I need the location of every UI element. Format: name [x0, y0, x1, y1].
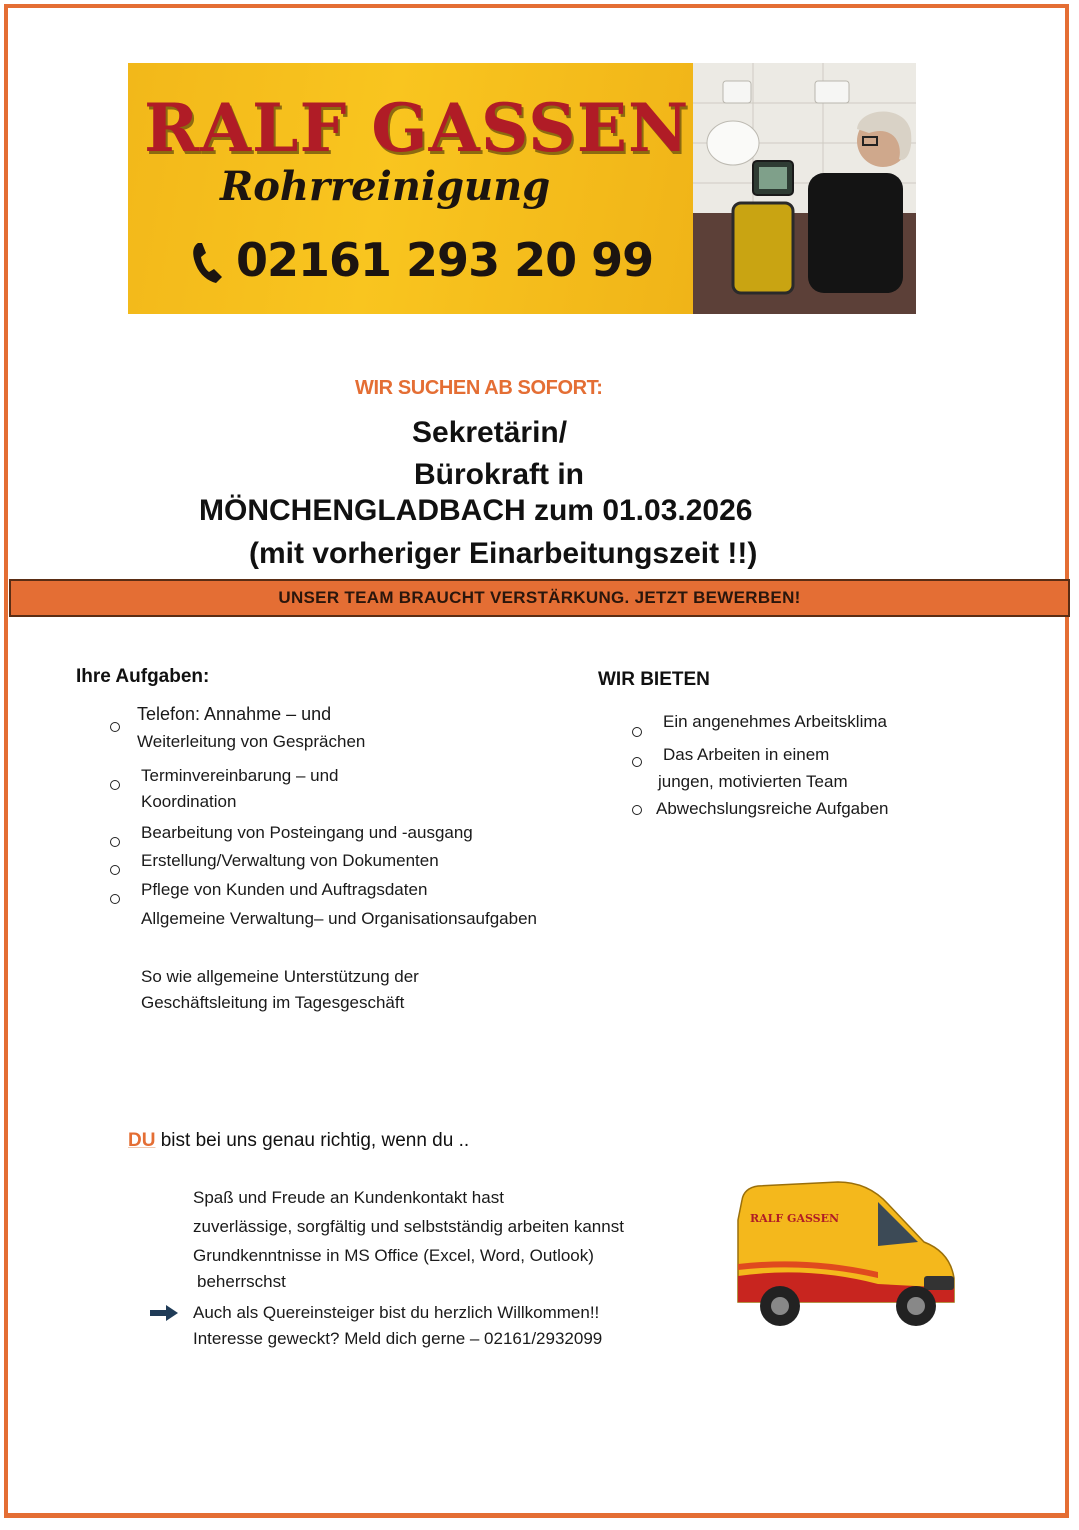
bullet-icon	[632, 757, 642, 767]
task-item: Erstellung/Verwaltung von Dokumenten	[141, 851, 439, 870]
brand-name: RALF GASSEN	[144, 89, 690, 167]
offer-item: Ein angenehmes Arbeitsklima	[663, 712, 887, 731]
bullet-icon	[110, 894, 120, 904]
technician-photo	[693, 63, 916, 314]
phone-icon	[190, 239, 228, 285]
bullet-icon	[632, 727, 642, 737]
brand-phone: 02161 293 20 99	[236, 233, 654, 287]
cta-banner	[9, 579, 1070, 617]
kicker-text: WIR SUCHEN AB SOFORT:	[355, 377, 603, 399]
task-item: Weiterleitung von Gesprächen	[137, 732, 366, 751]
task-item: Koordination	[141, 792, 237, 811]
profile-lead-text: bist bei uns genau richtig, wenn du ..	[155, 1130, 470, 1151]
support-line-1: So wie allgemeine Unterstützung der	[141, 967, 419, 986]
profile-item: beherrschst	[197, 1272, 286, 1291]
job-title-line-4: (mit vorheriger Einarbeitungszeit !!)	[249, 537, 758, 570]
task-item: Terminvereinbarung – und	[141, 766, 339, 785]
profile-item: Spaß und Freude an Kundenkontakt hast	[193, 1188, 504, 1207]
bullet-icon	[110, 722, 120, 732]
task-item: Allgemeine Verwaltung– und Organisationsaufgaben	[141, 909, 537, 928]
du-highlight: DU	[128, 1130, 156, 1151]
job-title-line-1: Sekretärin/	[412, 416, 568, 449]
bullet-icon	[632, 805, 642, 815]
banner-sign	[128, 63, 693, 314]
support-line-2: Geschäftsleitung im Tagesgeschäft	[141, 993, 405, 1012]
profile-item: zuverlässige, sorgfältig und selbstständig arbeiten kannst	[193, 1217, 624, 1236]
tasks-heading: Ihre Aufgaben:	[76, 666, 210, 687]
brand-subtitle: Rohrreinigung	[220, 163, 551, 210]
bullet-icon	[110, 837, 120, 847]
company-banner	[128, 63, 916, 314]
job-title-line-2: Bürokraft in	[414, 458, 585, 491]
company-van-image	[728, 1180, 960, 1332]
van-label: RALF GASSEN	[750, 1212, 840, 1225]
offer-item: Abwechslungsreiche Aufgaben	[656, 799, 889, 818]
profile-lead	[128, 1130, 469, 1152]
arrow-right-icon	[150, 1305, 178, 1321]
task-item: Telefon: Annahme – und	[137, 704, 332, 724]
offer-item: Das Arbeiten in einem	[663, 745, 830, 764]
offer-heading: WIR BIETEN	[598, 669, 710, 690]
offer-item: jungen, motivierten Team	[658, 772, 848, 791]
bullet-icon	[110, 865, 120, 875]
profile-item: Auch als Quereinsteiger bist du herzlich Willkommen!!	[193, 1303, 600, 1322]
job-title-line-3: MÖNCHENGLADBACH zum 01.03.2026	[199, 494, 753, 527]
cta-text: UNSER TEAM BRAUCHT VERSTÄRKUNG. JETZT BEWERBEN!	[278, 588, 801, 607]
bullet-icon	[110, 780, 120, 790]
contact-line: Interesse geweckt? Meld dich gerne – 02161/2932099	[193, 1329, 603, 1348]
profile-item: Grundkenntnisse in MS Office (Excel, Word, Outlook)	[193, 1246, 594, 1265]
task-item: Pflege von Kunden und Auftragsdaten	[141, 880, 428, 899]
task-item: Bearbeitung von Posteingang und -ausgang	[141, 823, 473, 842]
